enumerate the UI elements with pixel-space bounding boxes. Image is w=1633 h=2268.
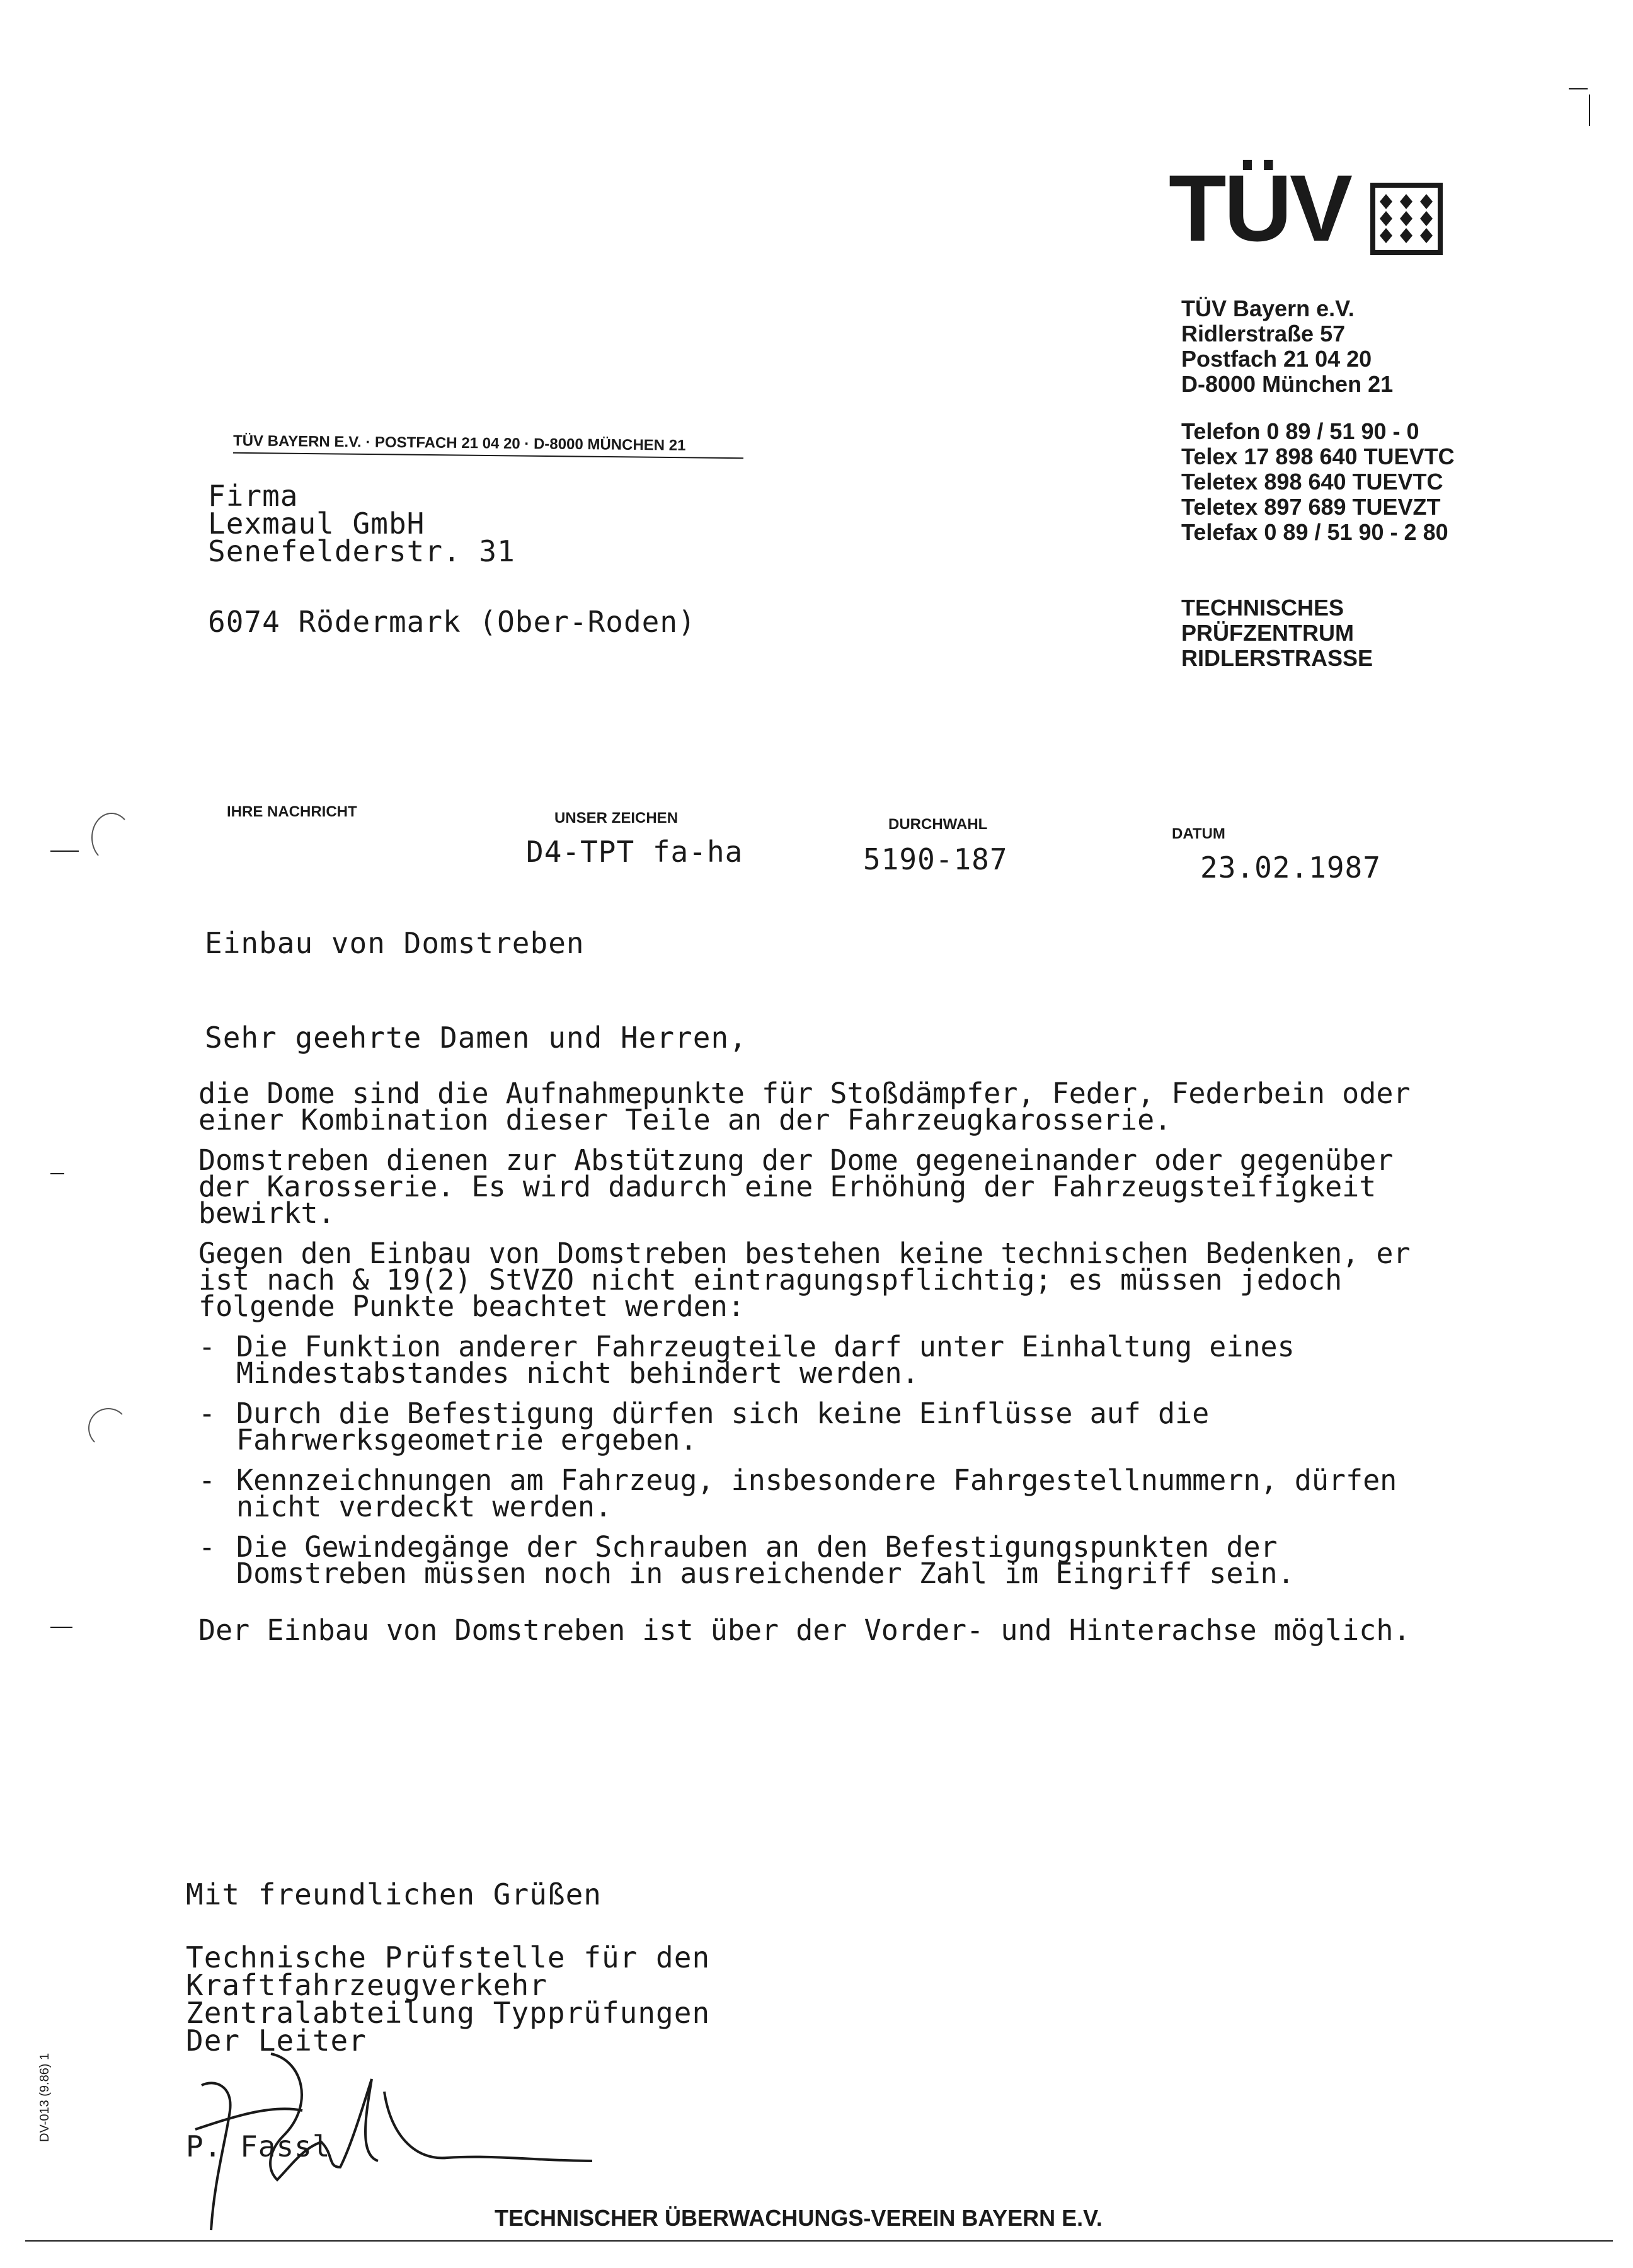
fold-mark xyxy=(50,1627,72,1628)
datum-label: DATUM xyxy=(1172,825,1225,842)
address-line: Postfach 21 04 20 xyxy=(1181,346,1372,372)
letterhead-contact-block xyxy=(1181,419,1455,545)
ihre-nachricht-label: IHRE NACHRICHT xyxy=(227,803,357,820)
bullet-dash-icon: - xyxy=(198,1397,216,1430)
recipient-line: Firma xyxy=(208,479,299,513)
list-item-text: Kennzeichnungen am Fahrzeug, insbesondere Fahrgestellnummern, dürfen nicht verdeckt werden. xyxy=(236,1463,1397,1523)
return-address: TÜV BAYERN E.V. · POSTFACH 21 04 20 · D-8000 MÜNCHEN 21 xyxy=(232,432,686,454)
contact-line: Teletex 897 689 TUEVZT xyxy=(1181,494,1441,520)
corner-mark xyxy=(1569,88,1588,89)
signer-name: P. Fassl xyxy=(186,2129,331,2163)
list-item xyxy=(198,1397,1452,1457)
list-item-text: Die Gewindegänge der Schrauben an den Befestigungspunkten der Domstreben müssen noch in ausreichender Zahl im Eingriff sein. xyxy=(236,1530,1295,1590)
signature-line: Zentralabteilung Typprüfungen xyxy=(186,1996,711,2030)
contact-line: Telex 17 898 640 TUEVTC xyxy=(1181,444,1455,469)
datum-value: 23.02.1987 xyxy=(1200,850,1381,885)
durchwahl-label: DURCHWAHL xyxy=(888,816,988,833)
org-name: TÜV Bayern e.V. xyxy=(1181,295,1355,321)
signature-block xyxy=(186,1940,711,2058)
letterhead-org-block xyxy=(1181,296,1393,397)
salutation: Sehr geehrte Damen und Herren, xyxy=(205,1021,747,1055)
closing-paragraph: Der Einbau von Domstreben ist über der Vorder- und Hinterachse möglich. xyxy=(198,1613,1411,1647)
subject-line: Einbau von Domstreben xyxy=(205,926,585,960)
address-line: Ridlerstraße 57 xyxy=(1181,321,1346,346)
signature-line: Kraftfahrzeugverkehr xyxy=(186,1968,547,2002)
list-item-text: Die Funktion anderer Fahrzeugteile darf unter Einhaltung eines Mindestabstandes nicht behindert werden. xyxy=(236,1330,1295,1390)
contact-line: Telefax 0 89 / 51 90 - 2 80 xyxy=(1181,519,1448,545)
body-paragraph: Domstreben dienen zur Abstützung der Dome gegeneinander oder gegenüber der Karosserie. Es wird dadurch eine Erhöhung der Fahrzeugsteifigkeit bewirkt. xyxy=(198,1143,1394,1230)
recipient-city: 6074 Rödermark (Ober-Roden) xyxy=(208,605,696,639)
list-item xyxy=(198,1463,1452,1523)
list-item-text: Durch die Befestigung dürfen sich keine Einflüsse auf die Fahrwerksgeometrie ergeben. xyxy=(236,1397,1210,1457)
bullet-dash-icon: - xyxy=(198,1463,216,1497)
recipient-line: Lexmaul GmbH xyxy=(208,507,425,541)
recipient-address xyxy=(208,479,515,568)
bullet-dash-icon: - xyxy=(198,1530,216,1564)
body-paragraph: Gegen den Einbau von Domstreben bestehen keine technischen Bedenken, er ist nach & 19(2) StVZO nicht eintragungspflichtig; es müssen jedoch folgende Punkte beachtet werden: xyxy=(198,1237,1411,1323)
department-line: RIDLERSTRASSE xyxy=(1181,645,1373,671)
fold-mark xyxy=(50,850,79,852)
unser-zeichen-label: UNSER ZEICHEN xyxy=(554,810,679,827)
letter-body xyxy=(198,1077,1452,1647)
contact-line: Telefon 0 89 / 51 90 - 0 xyxy=(1181,418,1419,444)
signature-line: Technische Prüfstelle für den xyxy=(186,1940,711,1974)
list-item xyxy=(198,1530,1452,1590)
signature-line: Der Leiter xyxy=(186,2024,367,2058)
contact-line: Teletex 898 640 TUEVTC xyxy=(1181,469,1443,495)
form-code: DV-013 (9.86) 1 xyxy=(38,2053,52,2142)
address-line: D-8000 München 21 xyxy=(1181,371,1394,397)
punch-hole-mark xyxy=(88,1408,129,1448)
punch-hole-mark xyxy=(91,813,132,862)
fold-mark xyxy=(50,1173,64,1174)
unser-zeichen-value: D4-TPT fa-ha xyxy=(526,835,743,869)
department-line: TECHNISCHES xyxy=(1181,595,1344,621)
list-item xyxy=(198,1330,1452,1390)
department-line: PRÜFZENTRUM xyxy=(1181,620,1354,646)
footer-rule xyxy=(25,2240,1613,2242)
corner-mark xyxy=(1589,94,1590,126)
bullet-dash-icon: - xyxy=(198,1330,216,1363)
durchwahl-value: 5190-187 xyxy=(863,842,1008,876)
body-paragraph: die Dome sind die Aufnahmepunkte für Stoßdämpfer, Feder, Federbein oder einer Kombination dieser Teile an der Fahrzeugkarosserie. xyxy=(198,1077,1411,1137)
letterhead-department-block xyxy=(1181,595,1373,671)
tuev-logo-text: TÜV xyxy=(1169,155,1350,261)
footer-org: TECHNISCHER ÜBERWACHUNGS-VEREIN BAYERN E.V. xyxy=(495,2205,1103,2231)
closing: Mit freundlichen Grüßen xyxy=(186,1877,602,1911)
recipient-line: Senefelderstr. 31 xyxy=(208,534,515,568)
tuev-logo-emblem-icon xyxy=(1370,183,1443,255)
